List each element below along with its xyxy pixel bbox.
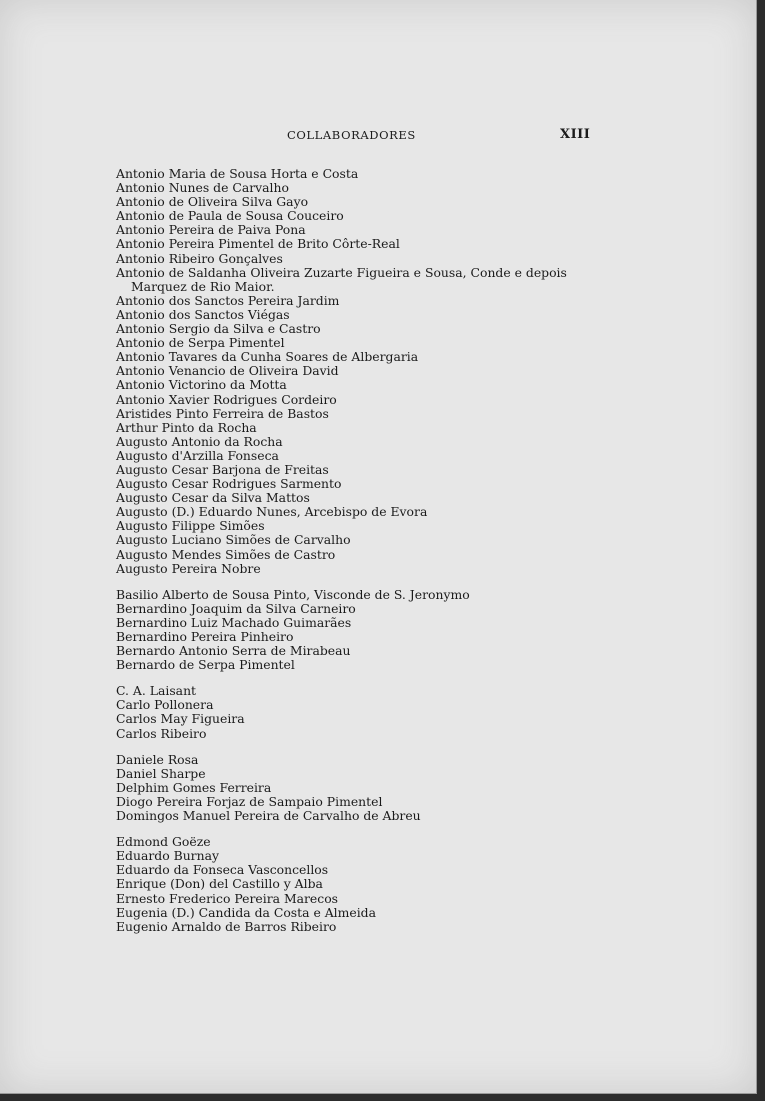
- contributor-name: Daniele Rosa: [116, 751, 199, 767]
- contributor-name: Arthur Pinto da Rocha: [116, 419, 257, 435]
- contributor-name: Antonio de Serpa Pimentel: [116, 335, 285, 351]
- contributor-name: Augusto d'Arzilla Fonseca: [116, 447, 279, 463]
- contributor-name: Antonio de Oliveira Silva Gayo: [116, 194, 309, 210]
- contributor-name: Augusto Luciano Simões de Carvalho: [116, 532, 351, 548]
- contributor-name: Bernardo Antonio Serra de Mirabeau: [116, 643, 351, 659]
- contributor-name: Antonio de Paula de Sousa Couceiro: [116, 208, 344, 224]
- contributor-name: Aristides Pinto Ferreira de Bastos: [116, 405, 329, 421]
- contributor-name: Augusto (D.) Eduardo Nunes, Arcebispo de Evora: [116, 504, 428, 520]
- contributor-name: Basilio Alberto de Sousa Pinto, Visconde de S. Jeronymo: [116, 586, 470, 602]
- contributor-name: Augusto Filippe Simões: [116, 518, 265, 534]
- contributor-name: Carlo Pollonera: [116, 697, 214, 713]
- name-group: [116, 835, 596, 934]
- contributor-name: Antonio Pereira Pimentel de Brito Côrte-Real: [116, 236, 400, 252]
- contributor-name: Eugenia (D.) Candida da Costa e Almeida: [116, 904, 377, 920]
- contributor-list: [116, 167, 596, 946]
- contributor-name: Antonio de Saldanha Oliveira Zuzarte Figueira e Sousa, Conde e depois Marquez de Rio Maior.: [116, 264, 567, 294]
- contributor-name: Augusto Antonio da Rocha: [116, 433, 283, 449]
- contributor-name: Antonio dos Sanctos Pereira Jardim: [116, 292, 340, 308]
- contributor-name: Antonio Pereira de Paiva Pona: [116, 222, 306, 238]
- contributor-name: Antonio Ribeiro Gonçalves: [116, 250, 283, 266]
- contributor-name: Enrique (Don) del Castillo y Alba: [116, 876, 323, 892]
- contributor-name: Diogo Pereira Forjaz de Sampaio Pimentel: [116, 793, 383, 809]
- contributor-name: Antonio Sergio da Silva e Castro: [116, 321, 321, 337]
- name-group: [116, 753, 596, 823]
- contributor-name: C. A. Laisant: [116, 683, 197, 699]
- page-number: XIII: [560, 127, 591, 142]
- contributor-name: Antonio Xavier Rodrigues Cordeiro: [116, 391, 337, 407]
- contributor-name: Carlos May Figueira: [116, 711, 245, 727]
- contributor-name: Antonio Victorino da Motta: [116, 377, 287, 393]
- contributor-name: Eduardo da Fonseca Vasconcellos: [116, 862, 329, 878]
- page-header: [0, 128, 756, 148]
- contributor-name: Ernesto Frederico Pereira Marecos: [116, 890, 339, 906]
- running-title: COLLABORADORES: [287, 128, 416, 142]
- contributor-name: Eugenio Arnaldo de Barros Ribeiro: [116, 918, 337, 934]
- contributor-name: Edmond Goëze: [116, 834, 211, 850]
- contributor-name: Antonio Venancio de Oliveira David: [116, 363, 339, 379]
- contributor-name: Daniel Sharpe: [116, 765, 206, 781]
- name-group: [116, 588, 596, 673]
- contributor-name: Bernardo de Serpa Pimentel: [116, 657, 295, 673]
- contributor-name: Augusto Cesar da Silva Mattos: [116, 490, 310, 506]
- contributor-name: Antonio Nunes de Carvalho: [116, 180, 289, 196]
- contributor-name: Augusto Mendes Simões de Castro: [116, 546, 336, 562]
- contributor-name: Augusto Cesar Rodrigues Sarmento: [116, 476, 342, 492]
- contributor-name: Bernardino Pereira Pinheiro: [116, 629, 294, 644]
- contributor-name: Antonio dos Sanctos Viégas: [116, 306, 290, 322]
- contributor-name: Carlos Ribeiro: [116, 725, 207, 741]
- contributor-name: Augusto Cesar Barjona de Freitas: [116, 461, 329, 477]
- contributor-name: Delphim Gomes Ferreira: [116, 779, 272, 795]
- contributor-name: Domingos Manuel Pereira de Carvalho de Abreu: [116, 808, 421, 824]
- name-group: [116, 167, 596, 576]
- contributor-name: Antonio Tavares da Cunha Soares de Albergaria: [116, 349, 419, 365]
- contributor-name: Bernardino Joaquim da Silva Carneiro: [116, 600, 356, 616]
- contributor-name: Bernardino Luiz Machado Guimarães: [116, 614, 352, 630]
- contributor-name: Augusto Pereira Nobre: [116, 560, 261, 576]
- name-group: [116, 684, 596, 740]
- contributor-name: Eduardo Burnay: [116, 848, 219, 864]
- contributor-name: Antonio Maria de Sousa Horta e Costa: [116, 166, 359, 181]
